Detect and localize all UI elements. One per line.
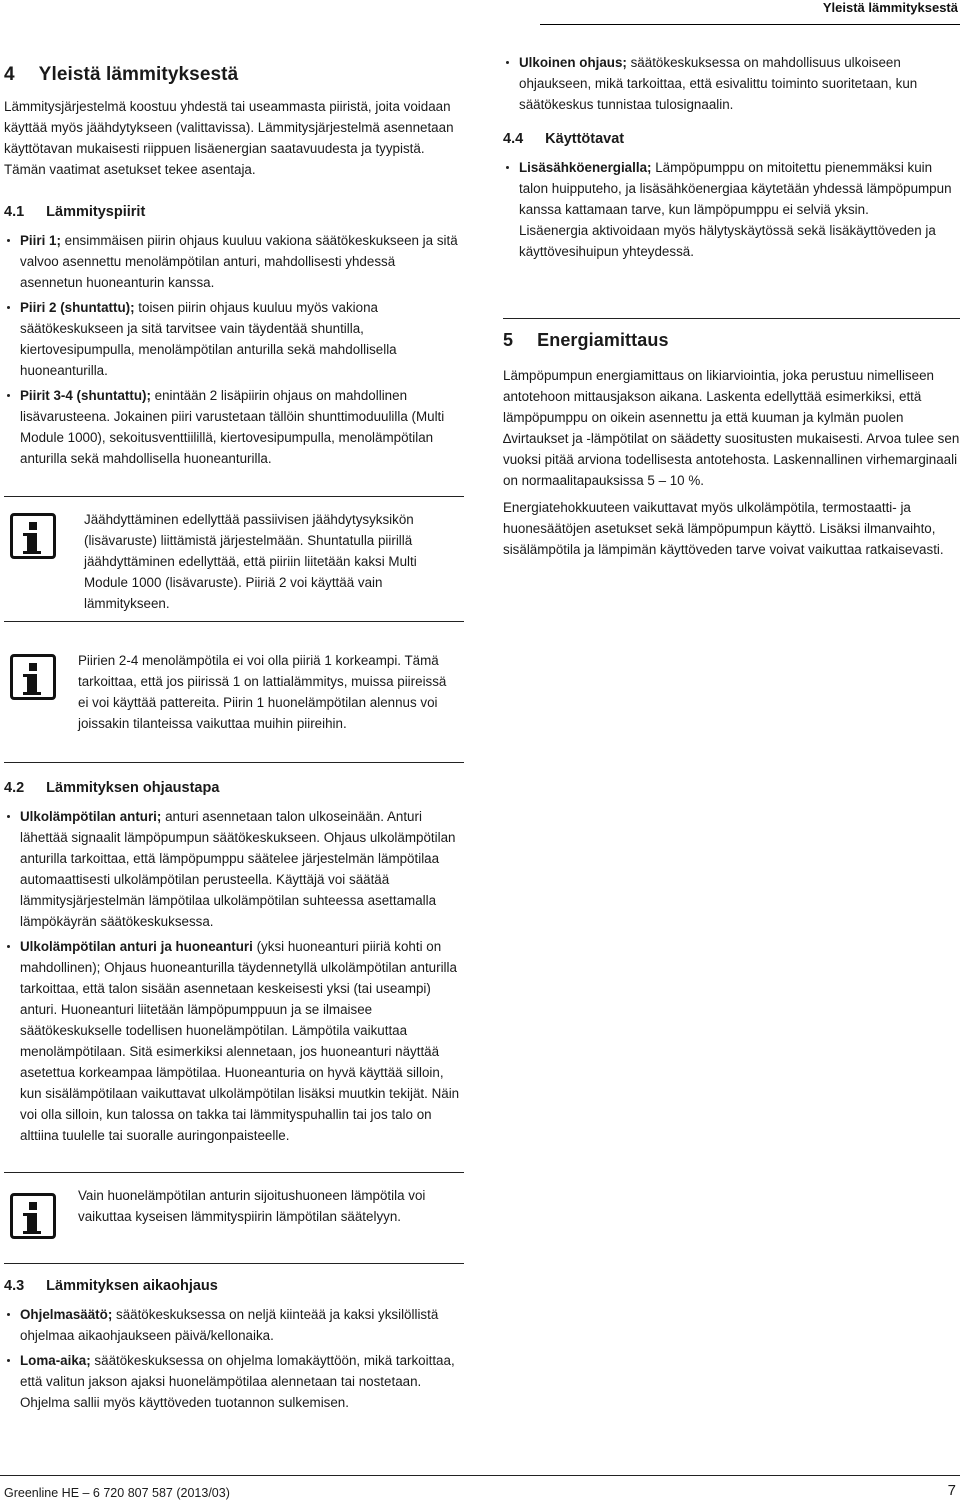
chapter-5-paragraph-1: Lämpöpumpun energiamittaus on likiarviointia, joka perustuu nimelliseen antotehoon mittausjakson aikana. Laskenta edellyttää esimerkiksi, että lämpöpumppu on oikein asennettu ja että kuuman ja kylmän puolen ∆virtaukset ja -lämpötilat on säädetty suositusten mukaisesti. Arvoa tulee sen vuoksi pitää arviona todellisesta antotehosta. Laskennallinen virhemarginaali on normaalitapauksissa 5 – 10 %.	[503, 368, 960, 488]
item-term: Ulkolämpötilan anturi ja huoneanturi	[20, 939, 253, 954]
section-4-3	[4, 1278, 464, 1417]
right-column	[503, 52, 960, 266]
info-note-flow-temperature	[4, 636, 464, 763]
operating-mode-list	[503, 157, 960, 262]
section-number: 4.2	[4, 780, 25, 796]
item-term: Ulkoinen ohjaus;	[519, 55, 627, 70]
chapter-number: 4	[4, 64, 15, 85]
circuit-list	[4, 230, 460, 469]
section-4-2	[4, 780, 464, 1150]
list-item	[4, 936, 464, 1146]
section-title: Lämmityspiirit	[46, 204, 146, 220]
left-column	[4, 64, 460, 473]
list-item	[4, 297, 460, 381]
item-term: Ohjelmasäätö;	[20, 1307, 113, 1322]
item-term: Piiri 1;	[20, 233, 61, 248]
time-control-list	[4, 1304, 464, 1413]
chapter-4-intro: Lämmitysjärjestelmä koostuu yhdestä tai useammasta piiristä, joita voidaan käyttää myös jäähdytykseen (valittavissa). Lämmitysjärjestelmä asennetaan käyttötavan mukaisesti riippuen lisäenergian saatavuudesta ja tyypistä. Tämän vaatimat asetukset tekee asentaja.	[4, 99, 454, 177]
page-number: 7	[947, 1482, 956, 1499]
item-text: Lämpöpumppu on mitoitettu pienemmäksi kuin talon huipputeho, ja lisäsähköenergiaa käytetään yhdessä lämpöpumpun kanssa kattamaan tarve, kun lämpöpumppu ei selviä yksin.	[519, 160, 952, 217]
note-text: Piirien 2-4 menolämpötila ei voi olla piiriä 1 korkeampi. Tämä tarkoittaa, että jos piirissä 1 on lattialämmitys, muissa piireissä ei voi käyttää pattereita. Piirin 1 huonelämpötilan alennus voi joissakin tilanteissa vaikuttaa muihin piireihin.	[78, 653, 447, 731]
section-4-1-heading	[4, 204, 460, 220]
item-term: Lisäsähköenergialla;	[519, 160, 652, 175]
item-term: Loma-aika;	[20, 1353, 91, 1368]
list-item	[503, 52, 960, 115]
list-item	[4, 1304, 464, 1346]
note-text: Vain huonelämpötilan anturin sijoitushuoneen lämpötila voi vaikuttaa kyseisen lämmityspiirin lämpötilan säätelyyn.	[78, 1188, 426, 1224]
item-text: anturi asennetaan talon ulkoseinään. Anturi lähettää signaalit lämpöpumpun säätökeskukseen. Ohjaus ulkolämpötilan anturilla tarkoittaa, että lämpöpumppu säätelee järjestelmän lämpötilaa automaattisesti ulkolämpötilan perusteella. Käyttäjä voi säätää lämmitysjärjestelmän lämpötilaa ulkolämpötilan suhteessa asettamalla lämpökäyrän säätökeskuksessa.	[20, 809, 456, 929]
section-title: Lämmityksen aikaohjaus	[46, 1278, 218, 1294]
info-icon	[10, 1193, 56, 1239]
section-title: Lämmityksen ohjaustapa	[46, 780, 220, 796]
item-term: Ulkolämpötilan anturi;	[20, 809, 162, 824]
running-title: Yleistä lämmityksestä	[822, 0, 958, 15]
chapter-5-paragraph-2: Energiatehokkuuteen vaikuttavat myös ulkolämpötila, termostaatti- ja huonesäätöjen asetukset sekä lämpöpumpun käyttö. Lisäksi ilmanvaihto, sisälämpötila ja lämpimän käyttöveden tarve voivat vaikuttaa ratkaisevasti.	[503, 500, 944, 557]
item-text: ensimmäisen piirin ohjaus kuuluu vakiona säätökeskukseen ja sitä valvoo asennettu menolämpötilan anturi, mahdollisesti yhdessä asennetun huoneanturin kanssa.	[20, 233, 458, 290]
section-divider	[503, 318, 960, 319]
document-reference: Greenline HE – 6 720 807 587 (2013/03)	[4, 1486, 230, 1500]
section-number: 4.3	[4, 1278, 25, 1294]
list-item	[4, 806, 464, 932]
chapter-5	[503, 330, 960, 560]
info-icon	[10, 654, 56, 700]
section-4-3-heading	[4, 1278, 464, 1294]
footer-rule	[0, 1475, 960, 1476]
section-4-4-heading	[503, 131, 960, 147]
section-title: Käyttötavat	[545, 131, 625, 147]
info-icon	[10, 513, 56, 559]
chapter-5-heading	[503, 330, 960, 351]
item-text: enintään 2 lisäpiirin ohjaus on mahdollinen lisävarusteena. Jokainen piiri varustetaan tällöin shunttimoduulilla (Multi Module 1000), sekoitusventtiilillä, kiertovesipumpulla, menolämpötilan anturilla sekä mahdollisella huoneanturilla.	[20, 388, 445, 466]
section-number: 4.4	[503, 131, 524, 147]
item-text: säätökeskuksessa on ohjelma lomakäyttöön, mikä tarkoittaa, että valitun jakson ajaksi huonelämpötilaa alennetaan tai nostetaan. Ohjelma sallii myös käyttöveden tuotannon sulkemisen.	[20, 1353, 455, 1410]
item-text: säätökeskuksessa on mahdollisuus ulkoiseen ohjaukseen, mikä tarkoittaa, että esivalittu toiminto suoritetaan, kun säätökeskus tunnistaa tulosignaalin.	[519, 55, 918, 112]
section-4-2-heading	[4, 780, 464, 796]
item-text: (yksi huoneanturi piiriä kohti on mahdollinen); Ohjaus huoneanturilla täydennetyllä ulkolämpötilan anturilla tarkoittaa, että talon sisään asennetaan keskeisesti yksi (tai useampi) anturi. Huoneanturi liitetään lämpöpumppuun ja se ilmaisee säätökeskukselle todellisen huonelämpötilan. Lämpötila vaikuttaa menolämpötilaan. Sitä esimerkiksi alennetaan, jos huoneanturi näyttää asetettua korkeampaa lämpötilaa. Huoneanturia on hyvä käyttää silloin, kun sisälämpötilaan vaikuttavat ulkolämpötilan lisäksi muutkin tekijät. Näin voi olla silloin, kun talossa on takka tai lämmityspuhallin tai jos talo on alttiina tuulelle tai suoralle auringonpaisteelle.	[20, 939, 460, 1143]
chapter-number: 5	[503, 330, 514, 350]
chapter-title: Energiamittaus	[537, 330, 669, 350]
chapter-4-heading	[4, 64, 460, 86]
running-header	[540, 0, 960, 25]
item-term: Piiri 2 (shuntattu);	[20, 300, 135, 315]
item-text: säätökeskuksessa on neljä kiinteää ja kaksi yksilöllistä ohjelmaa aikaohjaukseen päivä/kellonaika.	[20, 1307, 439, 1343]
external-control-list	[503, 52, 960, 115]
list-item	[4, 230, 460, 293]
info-note-room-sensor	[4, 1172, 464, 1264]
item-text: toisen piirin ohjaus kuuluu myös vakiona säätökeskukseen ja sitä tarvitsee vain täydentää shuntilla, kiertovesipumpulla, menolämpötilan anturilla sekä mahdollisella huoneanturilla.	[20, 300, 397, 378]
control-method-list	[4, 806, 464, 1146]
item-term: Piirit 3-4 (shuntattu);	[20, 388, 151, 403]
list-item	[503, 157, 960, 262]
info-note-cooling	[4, 496, 464, 622]
list-item	[4, 1350, 464, 1413]
note-text: Jäähdyttäminen edellyttää passiivisen jäähdytysyksikön (lisävaruste) liittämistä järjestelmään. Shuntatulla piirillä jäähdyttäminen edellyttää, että piiriin liitetään kaksi Multi Module 1000 (lisävaruste). Piiriä 2 voi käyttää vain lämmitykseen.	[84, 512, 417, 611]
list-item	[4, 385, 460, 469]
chapter-title: Yleistä lämmityksestä	[38, 64, 239, 85]
section-number: 4.1	[4, 204, 25, 220]
item-text-continued: Lisäenergia aktivoidaan myös hälytyskäytössä sekä lisäkäyttöveden ja käyttövesihuipun yhteydessä.	[519, 223, 936, 259]
